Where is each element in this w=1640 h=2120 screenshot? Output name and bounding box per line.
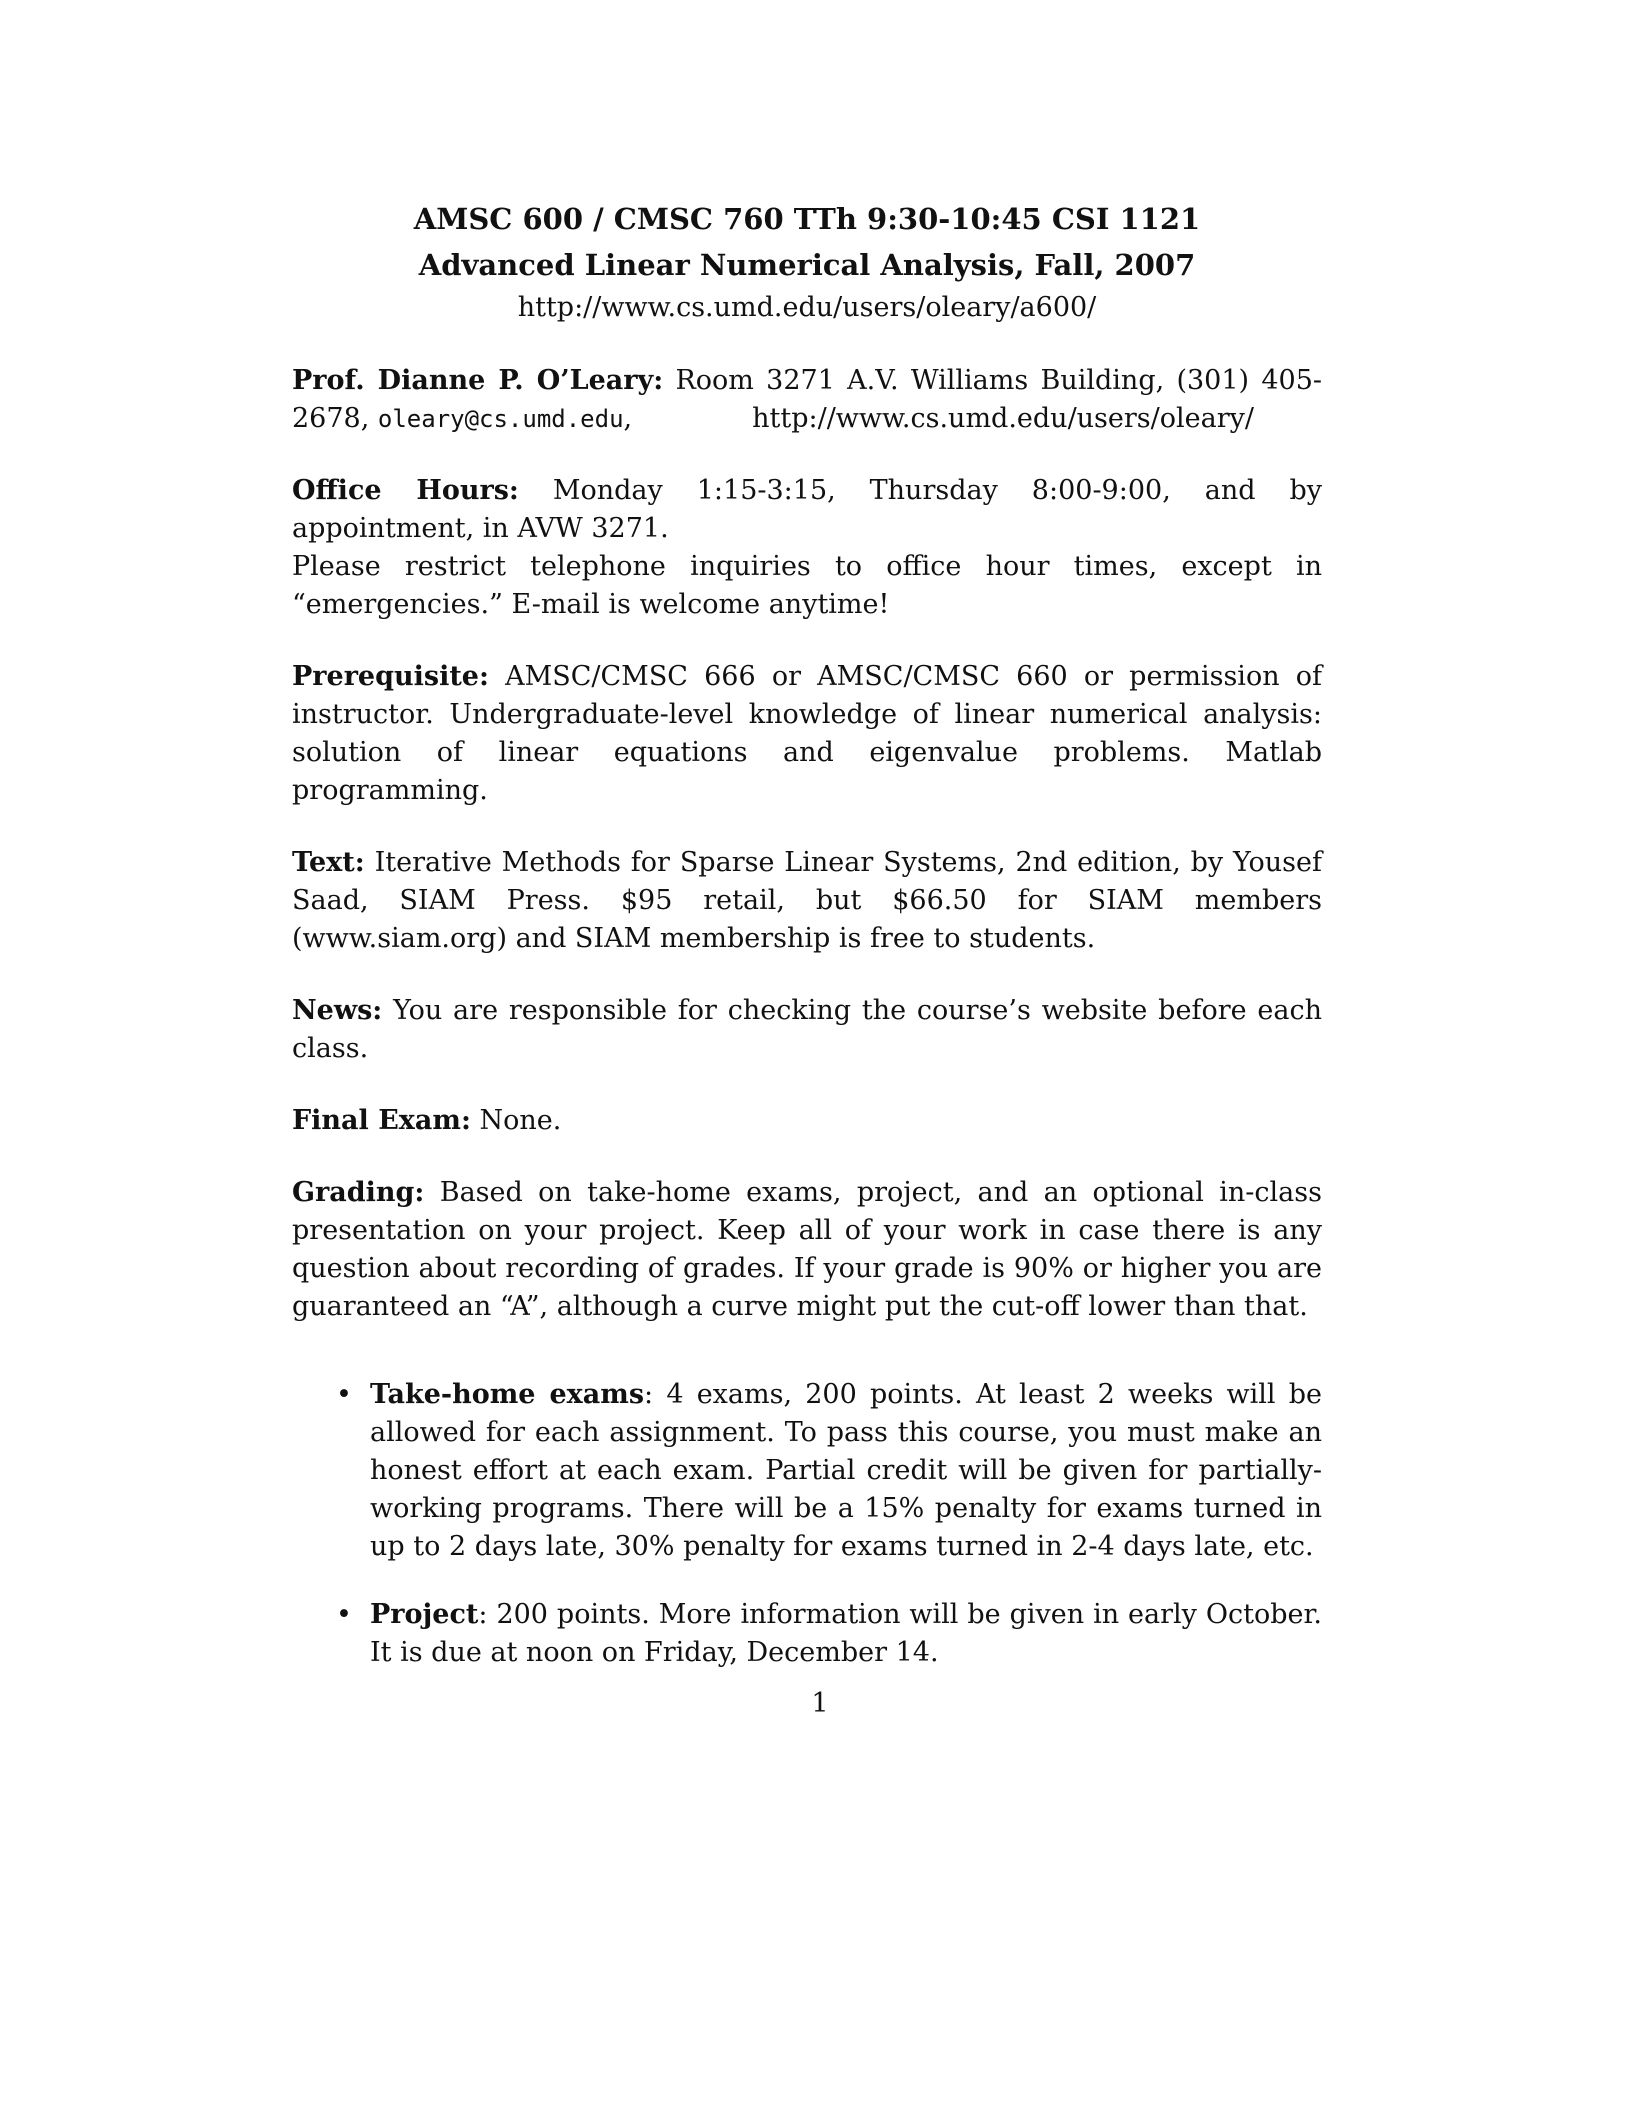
text-book-label: Text: — [292, 847, 365, 878]
list-item — [336, 1596, 1322, 1672]
bullet-text: : 4 exams, 200 points. At least 2 weeks will be allowed for each assignment. To pass this course, you must make an honest effort at each exam. Partial credit will be given for partially-working programs. There will be a 15% penalty for exams turned in up to 2 days late, 30% penalty for exams turned in 2-4 days late, etc. — [370, 1379, 1322, 1562]
prerequisite-paragraph — [292, 658, 1322, 810]
office-hours-label: Office Hours: — [292, 475, 519, 506]
grading-text: Based on take-home exams, project, and an optional in-class presentation on your project. Keep all of your work in case there is any question about recording of grades. If your grade is 90% or higher you are guaranteed an “A”, although a curve might put the cut-off lower than that. — [292, 1177, 1322, 1322]
bullet-text: : 200 points. More information will be given in early October. It is due at noon on Friday, December 14. — [370, 1599, 1322, 1668]
grading-paragraph — [292, 1174, 1322, 1326]
news-label: News: — [292, 995, 383, 1026]
grading-label: Grading: — [292, 1177, 425, 1208]
professor-label: Prof. Dianne P. O’Leary: — [292, 365, 664, 396]
prerequisite-text: AMSC/CMSC 666 or AMSC/CMSC 660 or permission of instructor. Undergraduate-level knowledge of linear numerical analysis: solution of linear equations and eigenvalue problems. Matlab programming. — [292, 661, 1322, 806]
course-title-line-1: AMSC 600 / CMSC 760 TTh 9:30-10:45 CSI 1121 — [413, 202, 1201, 236]
news-paragraph — [292, 992, 1322, 1068]
final-exam-text: None. — [470, 1105, 562, 1136]
final-exam-paragraph — [292, 1102, 1322, 1140]
professor-email: oleary@cs.umd.edu — [377, 405, 624, 433]
text-book-paragraph — [292, 844, 1322, 958]
office-hours-text: Monday 1:15-3:15, Thursday 8:00-9:00, and by appointment, in AVW 3271. — [292, 475, 1323, 544]
news-text: You are responsible for checking the course’s website before each class. — [292, 995, 1322, 1064]
course-title-line-2: Advanced Linear Numerical Analysis, Fall, 2007 — [418, 248, 1196, 282]
grading-components-list — [292, 1376, 1322, 1672]
document-page — [292, 196, 1322, 1702]
bullet-marker: • — [336, 1599, 352, 1630]
prerequisite-label: Prerequisite: — [292, 661, 489, 692]
page-number: 1 — [811, 1688, 829, 1719]
professor-text: Room 3271 A.V. Williams Building, (301) 405-2678, — [292, 365, 1323, 434]
course-url: http://www.cs.umd.edu/users/oleary/a600/ — [517, 292, 1097, 323]
bullet-label: Project — [370, 1599, 479, 1630]
professor-paragraph — [292, 362, 1322, 438]
bullet-label: Take-home exams — [370, 1379, 645, 1410]
professor-comma: , — [623, 403, 633, 434]
professor-url: http://www.cs.umd.edu/users/oleary/ — [752, 403, 1254, 434]
text-book-text: Iterative Methods for Sparse Linear Systems, 2nd edition, by Yousef Saad, SIAM Press. $95 retail, but $66.50 for SIAM members (www.siam.org) and SIAM membership is free to students. — [292, 847, 1322, 954]
final-exam-label: Final Exam: — [292, 1105, 471, 1136]
bullet-marker: • — [336, 1379, 352, 1410]
office-hours-paragraph — [292, 472, 1322, 624]
list-item — [336, 1376, 1322, 1566]
office-hours-note: Please restrict telephone inquiries to office hour times, except in “emergencies.” E-mail is welcome anytime! — [292, 551, 1322, 620]
